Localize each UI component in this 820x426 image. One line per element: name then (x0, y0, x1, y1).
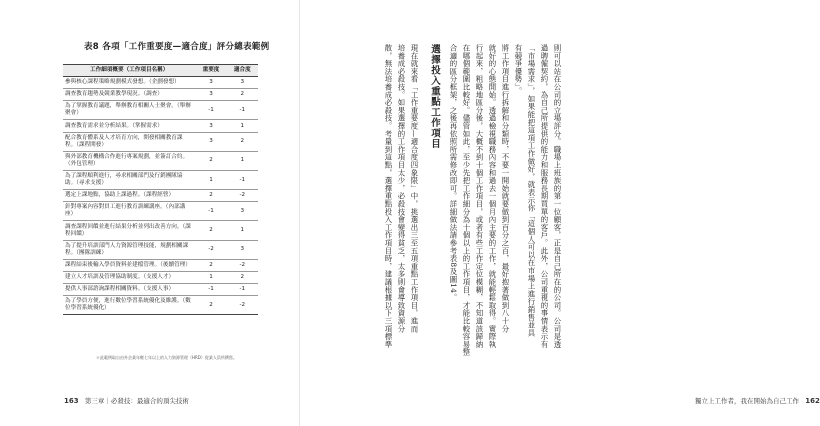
table-cell-fit: 1 (227, 221, 258, 240)
table-cell-item: 調查教育趨勢及競業教學現況。（調查） (63, 89, 195, 101)
text-column: 合適的區分框架，之後再依照所需修改即可。詳細做法請參考表8及圖14。 (449, 44, 458, 302)
table-footnote: ＊此範例取自由外企業年輕七年以上的人力資源管理（HRD）從業人員所撰寫。 (96, 355, 237, 360)
table-row (63, 240, 258, 259)
text-column: 散，無法培養成必殺技。考量到這點，選擇重點投入工作項目時，建議根據以下三項標準 (384, 44, 393, 349)
col-header-fit: 適合度 (227, 65, 258, 77)
page-number-left: 163 (64, 397, 79, 405)
table-cell-fit: -1 (227, 170, 258, 189)
footer-right (695, 396, 820, 405)
col-header-importance: 重要度 (195, 65, 226, 77)
table-row (63, 170, 258, 189)
table-row (63, 271, 258, 283)
right-page (300, 0, 820, 426)
table-cell-item: 與外部教育機構合作進行專案規劃，並簽訂合約。（外包管理） (63, 151, 195, 170)
table-row (63, 89, 258, 101)
page-number-right: 162 (805, 397, 820, 405)
text-column: 將工作項目進行拆解和分類時，不要一開始就要做到百分之百，最好抱著做到八十分 (501, 44, 510, 333)
table-cell-importance: 3 (195, 89, 226, 101)
table-cell-fit: -2 (227, 259, 258, 271)
table-cell-importance: 2 (195, 190, 226, 202)
table-cell-fit: 2 (227, 89, 258, 101)
table-cell-importance: -2 (195, 240, 226, 259)
table-row (63, 296, 258, 315)
left-page (0, 0, 300, 426)
table-cell-fit: 3 (227, 76, 258, 88)
table-cell-item: 為了掌握教育議題，舉辦教育相關人士聚會。（舉辦聚會） (63, 101, 195, 120)
table-cell-importance: 1 (195, 271, 226, 283)
table-cell-importance: 2 (195, 296, 226, 315)
table-cell-item: 選定上課地點，協助上課過程。（課程經營） (63, 190, 195, 202)
table-cell-importance: 1 (195, 170, 226, 189)
table-cell-fit: -1 (227, 284, 258, 296)
table-cell-item: 建立人才培訓及管理協助制度。（支援人才） (63, 271, 195, 283)
table-cell-importance: 3 (195, 132, 226, 151)
table-caption: 表8 各項「工作重要度—適合度」評分總表範例 (84, 42, 270, 52)
book-title: 獨立上工作者，我在開始為自己工作 (695, 397, 799, 405)
table-cell-importance: -1 (195, 101, 226, 120)
table-cell-importance: -1 (195, 202, 226, 221)
table-row (63, 202, 258, 221)
table-cell-importance: 3 (195, 76, 226, 88)
text-column: 培養成必殺技。如果選擇的工作項目太少，必殺技會變得貧乏，太多則會導致資源分 (397, 44, 406, 333)
table-row (63, 151, 258, 170)
chapter-title: 第三章｜必殺技：最適合的頂尖技術 (84, 397, 189, 405)
table-cell-importance: 2 (195, 259, 226, 271)
table-header-row (63, 65, 258, 77)
table-row (63, 284, 258, 296)
text-column: 有競爭優勢」。 (514, 44, 523, 95)
table-cell-item: 為了學員方便，進行數位學習系統優化及維護。（數位學習系統優化） (63, 296, 195, 315)
table-cell-importance: 2 (195, 151, 226, 170)
table-cell-item: 調查教育需求並分析結果。（掌握需求） (63, 120, 195, 132)
text-column: 在哪個範圍比較好。儘管如此，至少先把工作細分為十個以上的工作項目，才能比較容易整 (462, 44, 471, 356)
text-column: 現在就來看「工作重要度—適合度四象限」中，挑選出三至五項重點工作項目，進而 (410, 44, 419, 333)
table-cell-importance: -1 (195, 284, 226, 296)
table-row (63, 76, 258, 88)
table-row (63, 120, 258, 132)
table-cell-fit: 2 (227, 132, 258, 151)
table-cell-item: 為了課程順利進行，尋求相關部門及行銷團隊協助。（尋求支援） (63, 170, 195, 189)
text-column: 則可以站在公司的立場評分。職場上班族的第一位顧客，正是自己所在的公司。公司是透 (553, 44, 562, 349)
text-column: 就好的心態開始。透過檢視職務內容和過去一個月內主要的工作，就能輕鬆取得。實際執 (488, 44, 497, 349)
text-column: 「市場需求」，如果能把這項工作做好，就表示你「這個人可以在市場上進行銷售並具 (527, 44, 536, 337)
table-cell-item: 提供人事部諮詢課程相關資料。（支援人事） (63, 284, 195, 296)
table-row (63, 132, 258, 151)
text-column: 過聘僱契約，為自己所提供的能力和服務長期買單的客戶。此外，公司重視的事情表示有 (540, 44, 549, 349)
table-cell-fit: 1 (227, 151, 258, 170)
table-cell-item: 參與核心課程策略規劃模式發想。（企劃發想） (63, 76, 195, 88)
table-cell-item: 為了提升培訓部門人力資源管理技能，規劃相關課程。（團隊訓練） (63, 240, 195, 259)
table-cell-fit: -1 (227, 101, 258, 120)
table-cell-fit: 1 (227, 120, 258, 132)
table-cell-fit: 3 (227, 202, 258, 221)
table-cell-fit: 3 (227, 240, 258, 259)
col-header-item: 工作細項概要（工作項目名稱） (63, 65, 195, 77)
footer-left (64, 396, 189, 405)
table-cell-fit: 2 (227, 271, 258, 283)
table-row (63, 221, 258, 240)
table-row (63, 101, 258, 120)
importance-fit-table (63, 64, 258, 315)
table-row (63, 190, 258, 202)
text-column: 行起來，粗略地區分後，大概不到十個工作項目，或者有些工作定位模糊，不知道該歸納 (475, 44, 484, 349)
table-cell-importance: 3 (195, 120, 226, 132)
table-cell-fit: -2 (227, 190, 258, 202)
table-cell-importance: 2 (195, 221, 226, 240)
table-cell-item: 調查課程回饋並進行結果分析並列出改善方向。（課程回饋） (63, 221, 195, 240)
section-heading: 選擇投入重點工作項目 (429, 44, 440, 149)
table-cell-item: 課程結束後輸入學員資料並建檔管理。（後續管理） (63, 259, 195, 271)
table-cell-fit: -2 (227, 296, 258, 315)
table-row (63, 259, 258, 271)
table-cell-item: 針對專案內容對員工進行教育訓練講座。（內部講座） (63, 202, 195, 221)
table-cell-item: 配合教育體系及人才培育方向，開發相關教育課程。（課程開發） (63, 132, 195, 151)
